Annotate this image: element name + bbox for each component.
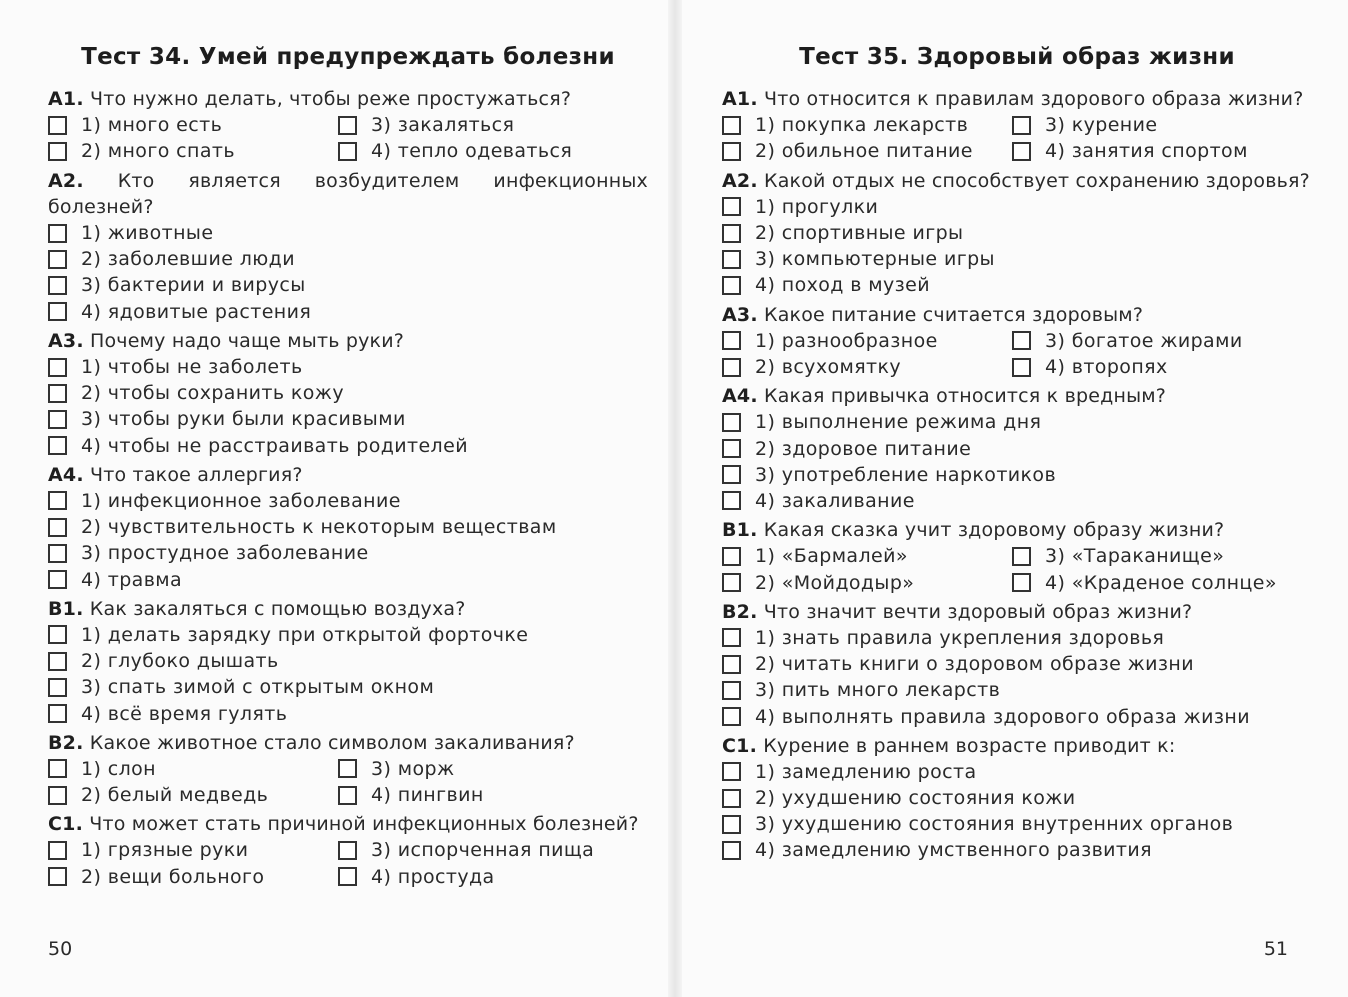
question-label: Почему надо чаще мыть руки?: [90, 329, 405, 352]
question-block: [48, 462, 648, 593]
question-text: [722, 168, 1312, 194]
answer-checkbox[interactable]: [48, 410, 67, 429]
answer-option-label: 1) покупка лекарств: [755, 114, 969, 137]
answer-option[interactable]: [722, 811, 1312, 837]
answer-checkbox[interactable]: [722, 681, 741, 700]
answer-option[interactable]: [48, 299, 648, 325]
answer-option[interactable]: [722, 759, 1312, 785]
answer-option[interactable]: [48, 138, 338, 164]
answer-option[interactable]: [48, 566, 648, 592]
answer-option[interactable]: [48, 433, 648, 459]
answer-option[interactable]: [1012, 354, 1312, 380]
answer-option-label: 1) разнообразное: [755, 329, 938, 352]
answer-checkbox[interactable]: [48, 704, 67, 723]
answer-option[interactable]: [722, 328, 1012, 354]
answer-checkbox[interactable]: [722, 655, 741, 674]
question-number: В1.: [48, 597, 84, 620]
answer-option[interactable]: [1012, 569, 1312, 595]
answer-option[interactable]: [48, 837, 338, 863]
answer-option-label: 2) «Мойдодыр»: [755, 571, 915, 594]
answer-option-label: 4) замедлению умственного развития: [755, 839, 1152, 862]
answer-option[interactable]: [48, 756, 338, 782]
question-label: Что относится к правилам здорового образа жизни?: [764, 88, 1304, 110]
answer-options: [722, 194, 1312, 299]
question-block: [722, 383, 1312, 514]
answer-checkbox[interactable]: [48, 436, 67, 455]
question-label: Что может стать причиной инфекционных болезней?: [89, 813, 639, 836]
answer-option-label: 1) слон: [81, 757, 156, 780]
question-label: Какая сказка учит здоровому образу жизни?: [763, 519, 1225, 542]
answer-option-label: 1) много есть: [81, 114, 223, 137]
answer-option-label: 4) выполнять правила здорового образа жизни: [755, 705, 1250, 728]
answer-checkbox[interactable]: [48, 491, 67, 510]
question-number: А4.: [48, 463, 84, 486]
answer-option-label: 1) животные: [81, 222, 214, 245]
answer-option-label: 3) богатое жирами: [1045, 329, 1243, 352]
question-label: Какой отдых не способствует сохранению здоровья?: [764, 169, 1310, 192]
answer-option[interactable]: [722, 785, 1312, 811]
answer-option[interactable]: [48, 380, 648, 406]
book-gutter: [668, 0, 682, 997]
answer-option[interactable]: [722, 677, 1312, 703]
answer-option[interactable]: [722, 272, 1312, 298]
answer-option[interactable]: [722, 436, 1312, 462]
answer-options: [722, 625, 1312, 730]
question-number: А1.: [48, 88, 84, 110]
question-label: Как закаляться с помощью воздуха?: [89, 597, 466, 620]
question-label: Что значит вечти здоровый образ жизни?: [763, 600, 1193, 623]
question-number: В2.: [48, 731, 84, 754]
answer-checkbox[interactable]: [48, 652, 67, 671]
answer-option[interactable]: [338, 756, 648, 782]
answer-checkbox[interactable]: [722, 789, 741, 808]
answer-checkbox[interactable]: [722, 331, 741, 350]
answer-option-label: 1) прогулки: [755, 195, 879, 218]
question-block: [722, 517, 1312, 596]
answer-option-label: 4) поход в музей: [755, 274, 930, 297]
answer-checkbox[interactable]: [722, 116, 741, 135]
answer-option-label: 1) замедлению роста: [755, 760, 977, 783]
question-number: А1.: [722, 88, 758, 110]
answer-option-label: 4) чтобы не расстраивать родителей: [81, 434, 468, 457]
question-text: [722, 517, 1312, 543]
question-label: Какая привычка относится к вредным?: [764, 385, 1167, 408]
answer-option[interactable]: [1012, 138, 1312, 164]
answer-option-label: 3) простудное заболевание: [81, 542, 369, 565]
answer-option-label: 4) ядовитые растения: [81, 300, 312, 323]
answer-option[interactable]: [48, 112, 338, 138]
answer-option[interactable]: [722, 194, 1312, 220]
answer-checkbox[interactable]: [338, 759, 357, 778]
answer-option-label: 2) спортивные игры: [755, 222, 964, 245]
answer-option-label: 3) «Тараканище»: [1045, 545, 1225, 568]
question-block: [48, 730, 648, 809]
answer-option-label: 4) занятия спортом: [1045, 140, 1248, 163]
answer-option-label: 3) спать зимой с открытым окном: [81, 676, 435, 699]
question-block: [48, 811, 648, 890]
answer-option[interactable]: [722, 703, 1312, 729]
answer-option-label: 1) знать правила укрепления здоровья: [755, 626, 1165, 649]
answer-checkbox[interactable]: [338, 116, 357, 135]
question-number: А3.: [722, 303, 758, 326]
question-number: В1.: [722, 519, 758, 542]
answer-option[interactable]: [338, 112, 648, 138]
answer-checkbox[interactable]: [1012, 573, 1031, 592]
answer-option-label: 1) чтобы не заболеть: [81, 356, 303, 379]
question-number: С1.: [722, 734, 757, 757]
answer-option[interactable]: [722, 569, 1012, 595]
answer-option-label: 3) курение: [1045, 114, 1158, 137]
answer-option[interactable]: [48, 354, 648, 380]
answer-option-label: 4) «Краденое солнце»: [1045, 571, 1277, 594]
answer-option-label: 4) травма: [81, 568, 183, 591]
answer-option-label: 2) читать книги о здоровом образе жизни: [755, 653, 1194, 676]
answer-option-label: 2) белый медведь: [81, 784, 269, 807]
question-block: [48, 168, 648, 325]
page-number: 51: [1263, 938, 1288, 960]
answer-checkbox[interactable]: [48, 116, 67, 135]
page-number: 50: [48, 938, 73, 960]
question-block: [722, 302, 1312, 381]
answer-options: [722, 543, 1312, 595]
answer-checkbox[interactable]: [722, 465, 741, 484]
test-title: Тест 35. Здоровый образ жизни: [799, 44, 1235, 70]
answer-option-label: 2) заболевшие люди: [81, 248, 295, 271]
answer-checkbox[interactable]: [722, 224, 741, 243]
answer-option-label: 2) чтобы сохранить кожу: [81, 382, 344, 405]
answer-option[interactable]: [48, 864, 338, 890]
answer-option-label: 2) чувствительность к некоторым веществам: [81, 516, 557, 539]
answer-option[interactable]: [1012, 112, 1312, 138]
answer-option[interactable]: [722, 488, 1312, 514]
answer-checkbox[interactable]: [48, 384, 67, 403]
answer-checkbox[interactable]: [722, 491, 741, 510]
answer-options: [48, 756, 648, 808]
answer-option[interactable]: [338, 837, 648, 863]
answer-option-label: 1) инфекционное заболевание: [81, 489, 401, 512]
question-label: Курение в раннем возрасте приводит к:: [763, 734, 1176, 757]
question-number: А4.: [722, 385, 758, 408]
answer-option[interactable]: [722, 220, 1312, 246]
answer-checkbox[interactable]: [338, 867, 357, 886]
answer-checkbox[interactable]: [48, 276, 67, 295]
answer-option[interactable]: [48, 674, 648, 700]
answer-option-label: 2) вещи больного: [81, 865, 265, 888]
question-text: [722, 599, 1312, 625]
question-block: [722, 86, 1312, 165]
answer-option[interactable]: [722, 138, 1012, 164]
answer-option[interactable]: [722, 543, 1012, 569]
answer-checkbox[interactable]: [338, 142, 357, 161]
answer-option-label: 3) испорченная пища: [371, 839, 595, 862]
answer-option[interactable]: [722, 354, 1012, 380]
answer-option[interactable]: [338, 864, 648, 890]
question-block: [48, 596, 648, 727]
answer-checkbox[interactable]: [722, 358, 741, 377]
answer-option[interactable]: [48, 220, 648, 246]
question-text: [48, 811, 648, 837]
answer-option[interactable]: [48, 782, 338, 808]
answer-option-label: 3) чтобы руки были красивыми: [81, 408, 406, 431]
answer-checkbox[interactable]: [1012, 116, 1031, 135]
answer-option-label: 4) простуда: [371, 865, 495, 888]
question-number: А3.: [48, 329, 84, 352]
answer-checkbox[interactable]: [722, 439, 741, 458]
answer-checkbox[interactable]: [48, 302, 67, 321]
answer-checkbox[interactable]: [48, 250, 67, 269]
answer-checkbox[interactable]: [722, 573, 741, 592]
question-text: [48, 168, 648, 220]
answer-option[interactable]: [48, 272, 648, 298]
question-label: Что нужно делать, чтобы реже простужаться?: [90, 88, 572, 110]
answer-option[interactable]: [48, 514, 648, 540]
answer-option-label: 1) выполнение режима дня: [755, 411, 1042, 434]
answer-checkbox[interactable]: [722, 762, 741, 781]
page-right: [722, 0, 1312, 997]
answer-options: [48, 488, 648, 593]
answer-option[interactable]: [722, 409, 1312, 435]
question-block: [722, 168, 1312, 299]
answer-option[interactable]: [722, 112, 1012, 138]
answer-checkbox[interactable]: [1012, 331, 1031, 350]
answer-checkbox[interactable]: [722, 707, 741, 726]
question-number: А2.: [722, 169, 758, 192]
answer-checkbox[interactable]: [48, 625, 67, 644]
answer-checkbox[interactable]: [338, 841, 357, 860]
answer-option[interactable]: [1012, 543, 1312, 569]
answer-option[interactable]: [48, 246, 648, 272]
answer-option[interactable]: [48, 406, 648, 432]
answer-option-label: 4) закаливание: [755, 489, 915, 512]
answer-option[interactable]: [48, 622, 648, 648]
answer-option-label: 3) употребление наркотиков: [755, 463, 1057, 486]
answer-checkbox[interactable]: [48, 786, 67, 805]
question-label: Что такое аллергия?: [90, 463, 303, 486]
answer-option-label: 3) морж: [371, 757, 455, 780]
answer-option[interactable]: [48, 648, 648, 674]
answer-checkbox[interactable]: [48, 759, 67, 778]
question-text: [722, 733, 1312, 759]
question-number: С1.: [48, 813, 83, 836]
test-title: Тест 34. Умей предупреждать болезни: [81, 44, 615, 70]
answer-option-label: 2) здоровое питание: [755, 437, 972, 460]
answer-option-label: 1) делать зарядку при открытой форточке: [81, 623, 529, 646]
question-block: [722, 599, 1312, 730]
question-list: [722, 86, 1312, 867]
answer-option[interactable]: [722, 246, 1312, 272]
question-text: [722, 383, 1312, 409]
answer-options: [722, 409, 1312, 514]
answer-option[interactable]: [1012, 328, 1312, 354]
question-number: В2.: [722, 600, 758, 623]
answer-option-label: 2) глубоко дышать: [81, 650, 279, 673]
answer-checkbox[interactable]: [48, 224, 67, 243]
answer-option-label: 1) «Бармалей»: [755, 545, 908, 568]
answer-checkbox[interactable]: [722, 276, 741, 295]
answer-option-label: 2) обильное питание: [755, 140, 973, 163]
answer-option-label: 1) грязные руки: [81, 839, 249, 862]
answer-options: [48, 354, 648, 459]
question-block: [48, 328, 648, 459]
answer-option-label: 3) бактерии и вирусы: [81, 274, 306, 297]
answer-checkbox[interactable]: [48, 544, 67, 563]
answer-option-label: 2) много спать: [81, 140, 235, 163]
answer-checkbox[interactable]: [722, 841, 741, 860]
answer-checkbox[interactable]: [48, 841, 67, 860]
answer-checkbox[interactable]: [48, 867, 67, 886]
answer-option[interactable]: [48, 700, 648, 726]
question-text: [48, 328, 648, 354]
question-text: [48, 462, 648, 488]
question-text: [48, 86, 648, 112]
answer-options: [722, 112, 1312, 164]
answer-checkbox[interactable]: [722, 142, 741, 161]
answer-option[interactable]: [338, 782, 648, 808]
answer-checkbox[interactable]: [1012, 142, 1031, 161]
answer-options: [48, 837, 648, 889]
answer-option[interactable]: [722, 651, 1312, 677]
answer-option-label: 3) ухудшению состояния внутренних органов: [755, 813, 1234, 836]
answer-option-label: 4) второпях: [1045, 356, 1168, 379]
answer-checkbox[interactable]: [722, 250, 741, 269]
question-label: Какое питание считается здоровым?: [764, 303, 1144, 326]
answer-option[interactable]: [338, 138, 648, 164]
answer-checkbox[interactable]: [48, 518, 67, 537]
answer-option[interactable]: [48, 488, 648, 514]
page-left: [48, 0, 648, 997]
question-text: [48, 596, 648, 622]
answer-checkbox[interactable]: [48, 142, 67, 161]
answer-checkbox[interactable]: [722, 197, 741, 216]
answer-options: [48, 112, 648, 164]
answer-option[interactable]: [722, 625, 1312, 651]
answer-checkbox[interactable]: [722, 547, 741, 566]
answer-option[interactable]: [48, 540, 648, 566]
answer-option-label: 3) компьютерные игры: [755, 248, 995, 271]
answer-option-label: 4) тепло одеваться: [371, 140, 573, 163]
question-block: [48, 86, 648, 165]
answer-checkbox[interactable]: [338, 786, 357, 805]
answer-checkbox[interactable]: [48, 570, 67, 589]
answer-option-label: 3) пить много лекарств: [755, 679, 1001, 702]
answer-checkbox[interactable]: [48, 678, 67, 697]
answer-checkbox[interactable]: [722, 628, 741, 647]
answer-options: [48, 622, 648, 727]
answer-checkbox[interactable]: [1012, 547, 1031, 566]
question-block: [722, 733, 1312, 864]
answer-checkbox[interactable]: [722, 413, 741, 432]
answer-option-label: 2) ухудшению состояния кожи: [755, 787, 1076, 810]
question-list: [48, 86, 648, 893]
question-label: Какое животное стало символом закаливания?: [89, 731, 575, 754]
answer-options: [48, 220, 648, 325]
answer-options: [722, 328, 1312, 380]
question-number: А2.: [48, 169, 84, 192]
answer-option-label: 4) всё время гулять: [81, 702, 288, 725]
answer-option-label: 4) пингвин: [371, 784, 484, 807]
question-text: [722, 302, 1312, 328]
answer-option[interactable]: [722, 837, 1312, 863]
answer-option[interactable]: [722, 462, 1312, 488]
answer-checkbox[interactable]: [48, 358, 67, 377]
answer-options: [722, 759, 1312, 864]
answer-option-label: 2) всухомятку: [755, 356, 902, 379]
question-text: [722, 86, 1312, 112]
answer-checkbox[interactable]: [722, 815, 741, 834]
answer-checkbox[interactable]: [1012, 358, 1031, 377]
question-text: [48, 730, 648, 756]
answer-option-label: 3) закаляться: [371, 114, 515, 137]
question-label: Кто является возбудителем инфекционных болезней?: [48, 169, 648, 218]
